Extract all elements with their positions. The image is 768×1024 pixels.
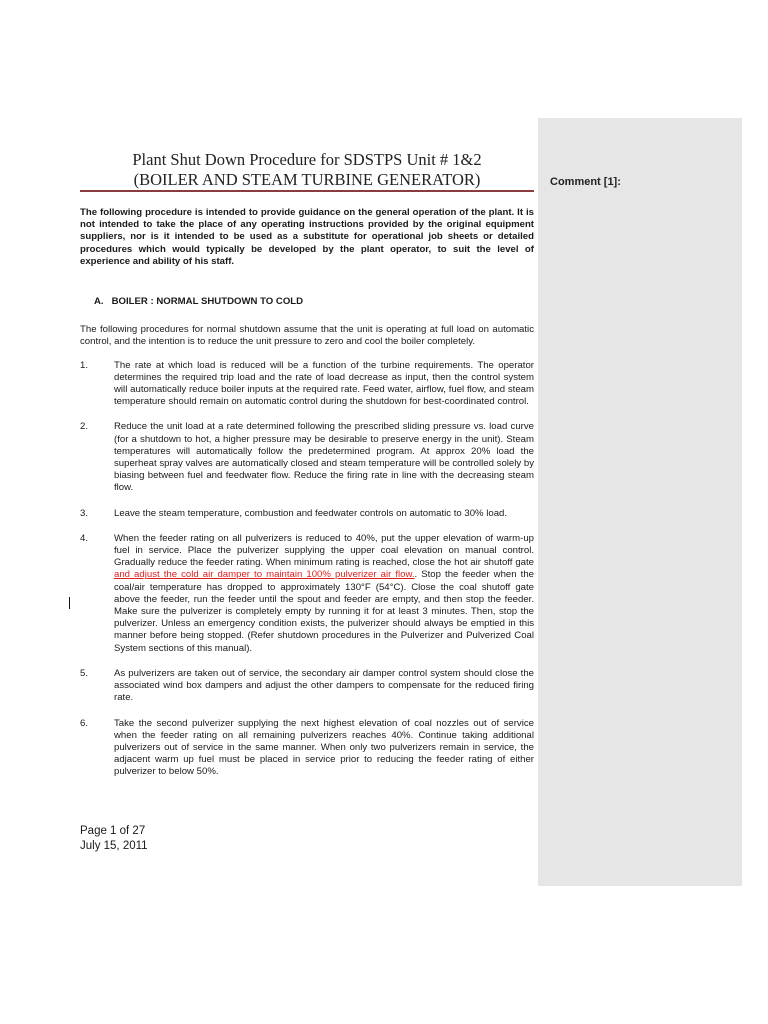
list-item-number: 4.: [80, 532, 89, 544]
title-line-2: (BOILER AND STEAM TURBINE GENERATOR): [133, 170, 481, 189]
title-divider: [80, 190, 534, 192]
document-date: July 15, 2011: [80, 839, 148, 852]
page-footer: [80, 824, 148, 853]
title-line-1: Plant Shut Down Procedure for SDSTPS Unit # 1&2: [132, 150, 482, 169]
list-item: [80, 508, 534, 520]
list-item-text: Reduce the unit load at a rate determined following the prescribed sliding pressure vs. load curve (for a shutdown to hot, a higher pressure may be desirable to preserve energy in the unit). Steam temperatures will automatically follow the predetermined program. At approx 20% load the superheat spray valves are automatically closed and steam temperature will be controlled solely by biasing between fuel and feedwater flow. Reduce the firing rate in line with the decreasing steam flow.: [114, 421, 534, 494]
list-item-number: 6.: [80, 717, 89, 729]
change-bar-marker: [69, 597, 70, 609]
list-item-number: 2.: [80, 421, 89, 433]
section-heading: A. BOILER : NORMAL SHUTDOWN TO COLD: [94, 296, 304, 308]
list-item-text: Take the second pulverizer supplying the next highest elevation of coal nozzles out of service when the feeder rating on all remaining pulverizers reaches 40%. Continue taking additional pulverizers out of service in the same manner. When only two pulverizers remain in service, the adjacent warm up fuel must be placed in service prior to reducing the feeder rating of either pulverizer to below 50%.: [114, 717, 534, 778]
list-item-text: Leave the steam temperature, combustion and feedwater controls on automatic to 30% load.: [114, 507, 508, 519]
comment-pane: [538, 118, 742, 886]
list-item-text: As pulverizers are taken out of service, the secondary air damper control system should close the associated wind box dampers and adjust the other dampers to compensate for the reduced firing rate.: [114, 667, 534, 704]
list-item-number: 1.: [80, 359, 89, 371]
list-item-number: 5.: [80, 667, 89, 679]
list-item: [80, 668, 534, 705]
list-item-number: 3.: [80, 507, 89, 519]
document-title: [80, 150, 534, 190]
list-item: [80, 718, 534, 779]
list-item: [80, 421, 534, 494]
page-number: Page 1 of 27: [80, 825, 146, 837]
list-item-text-before: When the feeder rating on all pulverizers is reduced to 40%, put the upper elevation of warm-up fuel in service. Place the pulverizer supplying the upper coal elevation on manual control. Gradually reduce the feeder rating. When minimum rating is reached, close the hot air shutoff gate: [114, 532, 534, 569]
tracked-change-insertion[interactable]: and adjust the cold air damper to maintain 100% pulverizer air flow.: [114, 569, 415, 581]
list-item: [80, 360, 534, 409]
list-item-text: [114, 533, 534, 655]
intro-paragraph: The following procedure is intended to provide guidance on the general operation of the plant. It is not intended to take the place of any operating instructions provided by the original equipment suppliers, nor is it intended to be used as a substitute for operational job sheets or detailed procedures which would typically be developed by the plant operator, to suit the level of experience and ability of his staff.: [80, 207, 534, 267]
list-item-text: The rate at which load is reduced will be a function of the turbine requirements. The operator determines the required trip load and the rate of load decrease as input, then the control system will automatically reduce boiler inputs at the required rate. Feed water, airflow, fuel flow, and steam temperature should remain on automatic control during the shutdown for best-coordinated control.: [114, 359, 534, 408]
comment-label: Comment [1]:: [550, 176, 621, 188]
list-item-text-after: . Stop the feeder when the coal/air temperature has dropped to approximately 130°F (54°C). Close the coal shutoff gate above the feeder, run the feeder until the spout and feeder are empty, and then stop the feeder. Make sure the pulverizer is completely empty by running it for at least 3 minutes. Then, stop the pulverizer. Unless an emergency condition exists, the pulverizer should always be emptied in this manner before being stopped. (Refer shutdown procedures in the Pulverizer and Pulverized Coal System sections of this manual).: [114, 569, 534, 654]
section-intro: The following procedures for normal shutdown assume that the unit is operating at full load on automatic control, and the intention is to reduce the unit pressure to zero and cool the boiler completely.: [80, 324, 534, 348]
document-body: [80, 207, 534, 792]
list-item: [80, 533, 534, 655]
